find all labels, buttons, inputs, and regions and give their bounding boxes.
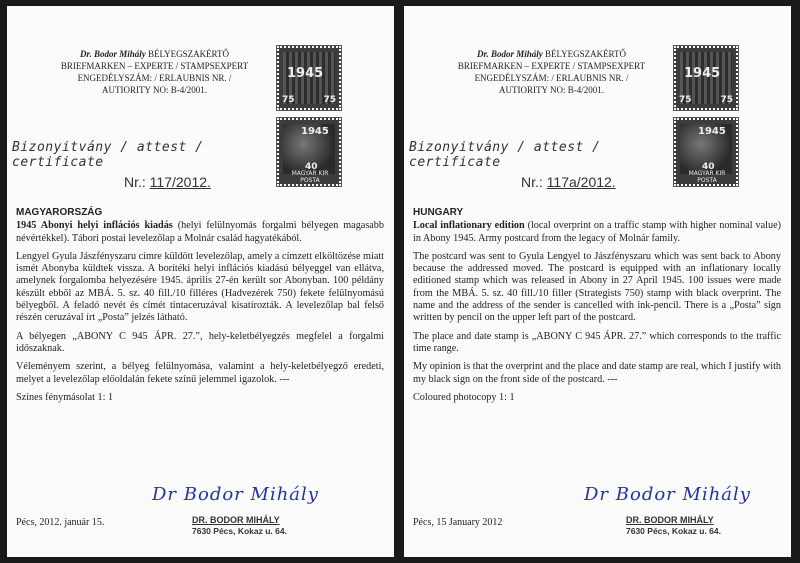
- expert-name: Dr. Bodor Mihály: [79, 49, 146, 59]
- paragraph-description: The postcard was sent to Gyula Lengyel to Jászfényszaru which was sent back to Abony because the addressed moved. The postcard is equipped with an inflationary locally editioned stamp which was released in Abony in 27 April 1945. 100 issues were made from the MBÁ. 5. sz. 40 fill./10 filler (Strategists 750) stamp with black overprint. The name and the address of the sender is cancelled with ink-pencil. There is a „Posta” sign written by pencil on the upper left part of the postcard.: [413, 250, 781, 324]
- issue-description: (local overprint on a traffic stamp with higher nominal value) in Abony 1945. Army postcard from the legacy of Molnár family.: [413, 220, 781, 244]
- paragraph-photocopy: Színes fénymásolat 1: 1: [16, 391, 114, 403]
- stamp-overprint: 1945: [684, 66, 721, 81]
- nr-value: 117a/2012.: [546, 174, 616, 190]
- expert-title: BÉLYEGSZAKÉRTŐ: [542, 49, 627, 59]
- certificate-title: Bizonyitvány / attest / certificate: [409, 140, 601, 170]
- issue-date: Pécs, 2012. január 15.: [16, 517, 105, 528]
- handwritten-signature: Dr Bodor Mihály: [152, 484, 319, 505]
- sig-name: DR. BODOR MIHÁLY: [192, 515, 280, 525]
- certificate-number: [521, 174, 616, 190]
- stamp-value: 75: [679, 95, 692, 105]
- expert-header: [57, 48, 252, 96]
- stamp-value: 40: [305, 162, 318, 172]
- issue-date: Pécs, 15 January 2012: [413, 517, 503, 528]
- country-heading: HUNGARY: [413, 207, 464, 218]
- stamp-overprint: 1945: [301, 126, 329, 137]
- paragraph-postmark: A bélyegen „ABONY C 945 ÁPR. 27.”, hely-keletbélyegzés megfelel a forgalmi időszaknak.: [16, 330, 384, 354]
- paragraph-opinion: My opinion is that the overprint and the place and date stamp are real, which I justify with my black sign on the front side of the postcard. ---: [413, 361, 781, 385]
- sig-name: DR. BODOR MIHÁLY: [626, 515, 714, 525]
- stamp-images: [277, 46, 347, 194]
- stamp-image-parliament: [277, 46, 341, 110]
- stamp-images: [674, 46, 744, 194]
- nr-value: 117/2012.: [149, 174, 211, 190]
- expert-title: BÉLYEGSZAKÉRTŐ: [145, 49, 230, 59]
- stamp-image-parliament: [674, 46, 738, 110]
- certificate-page-english: [404, 6, 791, 557]
- stamp-overprint: 1945: [698, 126, 726, 137]
- sig-address: 7630 Pécs, Kokaz u. 64.: [626, 526, 721, 536]
- issue-title: 1945 Abonyi helyi inflációs kiadás: [16, 220, 173, 232]
- stamp-overprint: 1945: [287, 66, 324, 81]
- stamp-value: 75: [282, 95, 295, 105]
- signature-stamp: [192, 515, 287, 537]
- paragraph-opinion: Véleményem szerint, a bélyeg felülnyomása, valamint a hely-keletbélyegző eredeti, melyet a levelezőlap előoldalán fekete színű jelemmel igazolok. ---: [16, 361, 384, 385]
- nr-label: Nr.:: [521, 174, 547, 190]
- expert-name: Dr. Bodor Mihály: [476, 49, 543, 59]
- signature-stamp: [626, 515, 721, 537]
- stamp-country: MAGYAR KIR POSTA: [291, 170, 329, 184]
- expert-title-line2: BRIEFMARKEN – EXPERTE / STAMPSEXPERT: [60, 61, 249, 71]
- certificate-body: [16, 207, 384, 410]
- certificate-number: [124, 174, 211, 190]
- expert-title-line2: BRIEFMARKEN – EXPERTE / STAMPSEXPERT: [457, 61, 646, 71]
- sig-address: 7630 Pécs, Kokaz u. 64.: [192, 526, 287, 536]
- country-heading: MAGYARORSZÁG: [16, 207, 103, 218]
- expert-license: ENGEDÉLYSZÁM: / ERLAUBNIS NR. / AUTIORITY NO: B-4/2001.: [474, 73, 629, 95]
- paragraph-postmark: The place and date stamp is „ABONY C 945 ÁPR. 27.” which corresponds to the traffic time range.: [413, 330, 781, 354]
- handwritten-signature: Dr Bodor Mihály: [584, 484, 751, 505]
- expert-header: [454, 48, 649, 96]
- stamp-value: 75: [720, 95, 733, 105]
- issue-title: Local inflationary edition: [413, 220, 525, 232]
- stamp-value: 40: [702, 162, 715, 172]
- stamp-value: 75: [323, 95, 336, 105]
- issue-description: (helyi felülnyomás forgalmi bélyegen magasabb névértékkel). Tábori postai levelezőlap a Molnár család hagyatékából.: [16, 220, 384, 244]
- nr-label: Nr.:: [124, 174, 150, 190]
- paragraph-description: Lengyel Gyula Jászfényszaru címre küldött levelezőlap, amely a címzett elköltözése miatt ismét Abonyba küldtek vissza. A borítéki helyi inflációs kiadású bélyeggel van ellátva, amelynek forgalomba helyezésére 1945. április 27-én került sor Abonyban. 100 példány készült ebből az MBÁ. 5. sz. 40 fill./10 filléres (Hadvezérek 750) fekete felülnyomású bélyegből. A feladó nevét és címét tintaceruzával kisatírozták. A levelezőlap bal felső részén ceruzával írt „Posta” jelzés látható.: [16, 250, 384, 324]
- certificate-title: Bizonyitvány / attest / certificate: [12, 140, 204, 170]
- paragraph-photocopy: Coloured photocopy 1: 1: [413, 391, 515, 403]
- certificate-page-hungarian: [7, 6, 394, 557]
- expert-license: ENGEDÉLYSZÁM: / ERLAUBNIS NR. / AUTIORITY NO: B-4/2001.: [77, 73, 232, 95]
- stamp-country: MAGYAR KIR POSTA: [688, 170, 726, 184]
- certificate-body: [413, 207, 781, 410]
